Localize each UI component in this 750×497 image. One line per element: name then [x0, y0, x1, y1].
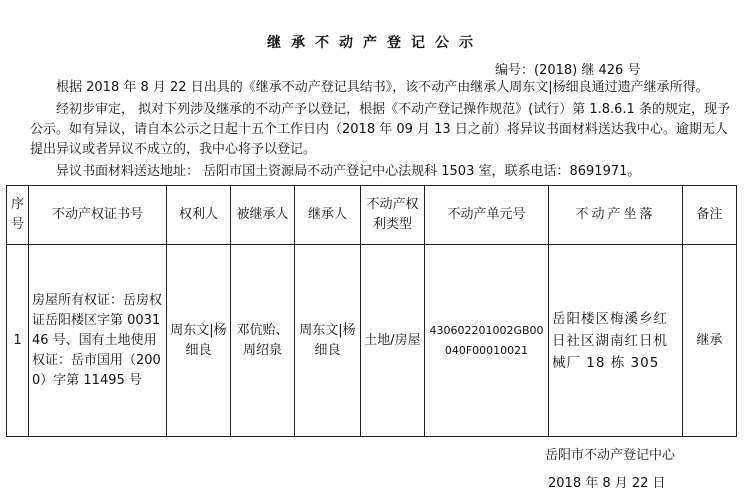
property-table [6, 185, 737, 437]
issuing-office: 岳阳市不动产登记中心 [545, 448, 676, 463]
cell-remark: 继承 [683, 245, 737, 437]
table-row [7, 245, 737, 437]
document-number: 编号：(2018) 继 426 号 [495, 63, 641, 78]
cell-cert-no: 房屋所有权证：岳房权证岳阳楼区字第 003146 号、国有土地使用权证：岳市国用（2000）字第 11495 号 [29, 245, 167, 437]
cell-obligee: 周东文|杨细良 [167, 245, 231, 437]
header-right-type: 不动产权利类型 [361, 186, 425, 245]
cell-heir: 周东文|杨细良 [295, 245, 361, 437]
header-seq: 序号 [7, 186, 29, 245]
cell-right-type: 土地/房屋 [361, 245, 425, 437]
header-unit-no: 不动产单元号 [425, 186, 549, 245]
issue-date: 2018 年 8 月 22 日 [548, 476, 666, 491]
table-header-row [7, 186, 737, 245]
paragraph-review-notice: 经初步审定， 拟对下列涉及继承的不动产予以登记，根据《不动产登记操作规范》(试行）第 1.8.6.1 条的规定，现予公示。如有异议，请自本公示之日起十五个工作日内（2018 年 09 月 13 日之前）将异议书面材料送达我中心。逾期无人提出异议或者异议不成立的，我中心将予以登记。 [30, 102, 730, 157]
header-remark: 备注 [683, 186, 737, 245]
cell-decedent: 邓伉贻、周绍泉 [231, 245, 295, 437]
paragraph-objection-address: 异议书面材料送达地址： 岳阳市国土资源局不动产登记中心法规科 1503 室，联系电话：8691971。 [56, 164, 641, 179]
paragraph-inheritance-basis: 根据 2018 年 8 月 22 日出具的《继承不动产登记具结书》，该不动产由继承人周东文|杨细良通过遗产继承所得。 [56, 80, 709, 95]
header-heir: 继承人 [295, 186, 361, 245]
cell-seq: 1 [7, 245, 29, 437]
header-location: 不动产坐落 [549, 186, 683, 245]
cell-unit-no: 430602201002GB00040F00010021 [425, 245, 549, 437]
header-decedent: 被继承人 [231, 186, 295, 245]
cell-location: 岳阳楼区梅溪乡红日社区湖南红日机械厂 18 栋 305 [549, 245, 683, 437]
header-cert-no: 不动产权证书号 [29, 186, 167, 245]
header-obligee: 权利人 [167, 186, 231, 245]
document-title: 继承不动产登记公示 [267, 35, 483, 51]
